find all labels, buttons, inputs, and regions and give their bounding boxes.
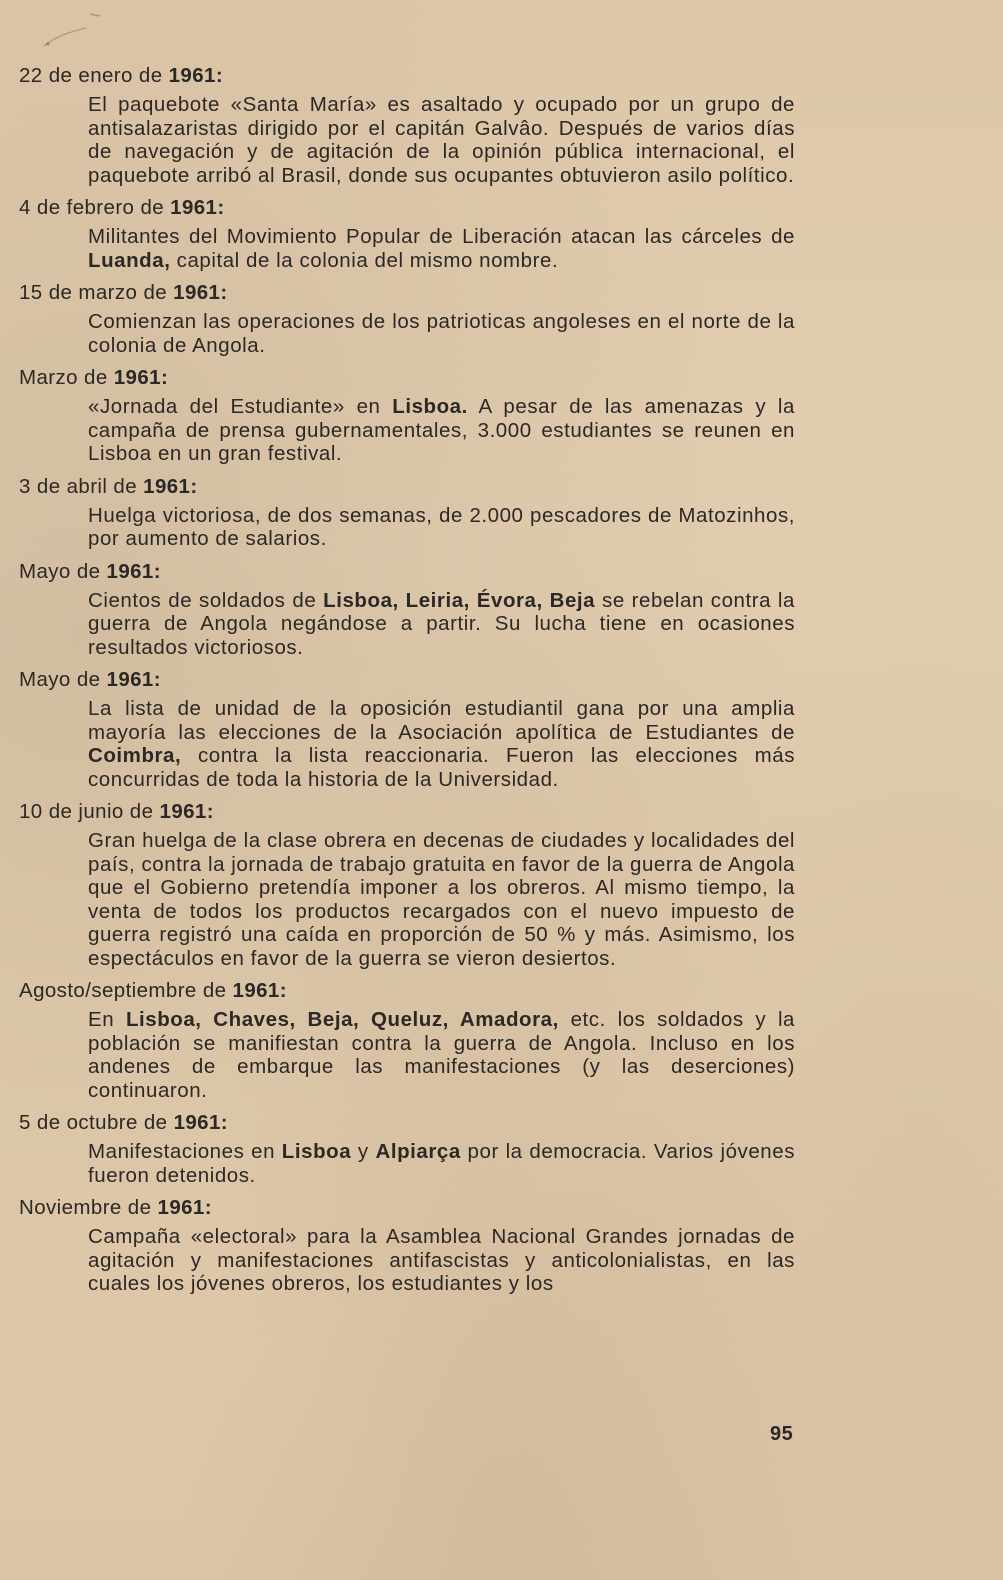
description-text: La lista de unidad de la oposición estudiantil gana por una amplia mayoría las elecciones de la Asociación apolítica de Estudiantes de <box>88 697 795 744</box>
entry-year: 1961 <box>168 64 216 87</box>
description-text: A pesar de las amenazas y la campaña de prensa gubernamentales, 3.000 estudiantes se reunen en Lisboa en un gran festival. <box>88 395 795 465</box>
chronology-entry <box>19 475 799 551</box>
chronology-entry <box>19 560 799 660</box>
place-name-bold: Lisboa. <box>392 395 468 418</box>
entry-description <box>88 225 795 272</box>
place-name-bold: Luanda, <box>88 248 171 272</box>
entry-colon: : <box>190 474 198 498</box>
entry-year: 1961 <box>106 668 154 691</box>
place-name-bold: Coimbra, <box>88 744 182 767</box>
entry-date-prefix: 4 de febrero de <box>19 196 171 219</box>
description-text: Cientos de soldados de <box>88 588 324 612</box>
description-text: Manifestaciones en <box>88 1140 282 1163</box>
entry-date <box>19 979 799 1003</box>
entry-description <box>88 829 795 970</box>
chronology-list <box>19 64 799 1305</box>
place-name-bold: Lisboa, Leiria, Évora, Beja <box>323 588 596 612</box>
chronology-entry <box>19 1196 799 1296</box>
entry-year: 1961 <box>173 281 221 304</box>
entry-year: 1961 <box>159 800 207 823</box>
entry-colon: : <box>206 800 214 823</box>
description-text: etc. los soldados y la población se manifiestan contra la guerra de Angola. Incluso en los andenes de embarque las manifestaciones (y las deserciones) continuaron. <box>88 1008 796 1102</box>
chronology-entry <box>19 668 799 791</box>
entry-description <box>88 1008 795 1102</box>
entry-description <box>88 93 795 187</box>
entry-colon: : <box>215 64 224 87</box>
description-text: Gran huelga de la clase obrera en decenas de ciudades y localidades del país, contra la jornada de trabajo gratuita en favor de la guerra de Angola que el Gobierno pretendía imponer a los obreros. Al mismo tiempo, la venta de todos los productos recargados con el nuevo impuesto de guerra registró una caída en proporción de 50 % y más. Asimismo, los espectáculos en favor de la guerra se vieron desiertos. <box>88 829 795 970</box>
entry-date <box>19 281 799 305</box>
entry-colon: : <box>279 979 287 1002</box>
description-text: Huelga victoriosa, de dos semanas, de 2.000 pescadores de Matozinhos, por aumento de salarios. <box>88 503 795 550</box>
chronology-entry <box>19 196 799 272</box>
place-name-bold: Lisboa <box>281 1140 352 1163</box>
description-text: Militantes del Movimiento Popular de Liberación atacan las cárceles de <box>88 225 795 248</box>
entry-date <box>19 1111 799 1135</box>
entry-colon: : <box>153 668 161 691</box>
description-text: por la democracia. Varios jóvenes fueron detenidos. <box>88 1140 795 1187</box>
entry-description <box>88 504 795 551</box>
entry-date <box>19 560 799 584</box>
entry-description <box>88 589 795 660</box>
entry-date-prefix: Agosto/septiembre de <box>19 979 233 1002</box>
entry-year: 1961 <box>157 1196 205 1219</box>
entry-description <box>88 697 795 791</box>
entry-date-prefix: Mayo de <box>19 668 107 691</box>
entry-description <box>88 1140 795 1187</box>
chronology-entry <box>19 979 799 1102</box>
description-text: y <box>351 1140 376 1163</box>
entry-colon: : <box>160 366 169 389</box>
entry-description <box>88 310 795 357</box>
entry-date <box>19 366 799 390</box>
entry-year: 1961 <box>113 366 161 389</box>
chronology-entry <box>19 800 799 970</box>
entry-colon: : <box>220 281 228 304</box>
ink-smudge-mark <box>30 6 140 50</box>
entry-date-prefix: 3 de abril de <box>19 474 144 498</box>
entry-colon: : <box>217 196 225 219</box>
chronology-entry <box>19 64 799 187</box>
entry-year: 1961 <box>232 979 280 1002</box>
entry-date <box>19 668 799 692</box>
place-name-bold: Lisboa, Chaves, Beja, Queluz, Amadora, <box>125 1008 559 1031</box>
entry-colon: : <box>204 1196 212 1219</box>
entry-date <box>19 196 799 220</box>
entry-colon: : <box>220 1111 229 1134</box>
entry-year: 1961 <box>106 559 154 583</box>
entry-date-prefix: Noviembre de <box>19 1196 158 1219</box>
description-text: El paquebote «Santa María» es asaltado y ocupado por un grupo de antisalazaristas dirigido por el capitán Galvâo. Después de varios días de navegación y de agitación de la opinión pública internacional, el paquebote arribó al Brasil, donde sus ocupantes obtuvieron asilo político. <box>88 93 795 187</box>
entry-date <box>19 1196 799 1220</box>
entry-year: 1961 <box>173 1111 221 1134</box>
entry-description <box>88 395 795 466</box>
entry-date-prefix: Marzo de <box>19 366 114 389</box>
entry-date-prefix: 15 de marzo de <box>19 281 174 304</box>
chronology-entry <box>19 281 799 357</box>
description-text: «Jornada del Estudiante» en <box>88 395 393 418</box>
entry-year: 1961 <box>170 196 218 219</box>
description-text: se rebelan contra la guerra de Angola negándose a partir. Su lucha tiene en ocasiones resultados victoriosos. <box>88 588 795 659</box>
chronology-entry <box>19 1111 799 1187</box>
description-text: En <box>88 1008 126 1031</box>
description-text: Comienzan las operaciones de los patrioticas angoleses en el norte de la colonia de Angola. <box>88 310 795 357</box>
entry-date <box>19 475 799 499</box>
description-text: contra la lista reaccionaria. Fueron las elecciones más concurridas de toda la historia de la Universidad. <box>88 744 795 791</box>
entry-date <box>19 64 799 88</box>
entry-colon: : <box>153 559 161 583</box>
entry-date-prefix: 10 de junio de <box>19 800 160 823</box>
description-text: capital de la colonia del mismo nombre. <box>170 248 559 272</box>
page-number: 95 <box>770 1423 794 1445</box>
place-name-bold: Alpiarça <box>375 1140 461 1163</box>
chronology-entry <box>19 366 799 466</box>
entry-year: 1961 <box>143 474 191 498</box>
entry-date <box>19 800 799 824</box>
entry-date-prefix: 5 de octubre de <box>19 1111 174 1134</box>
entry-description <box>88 1225 795 1296</box>
entry-date-prefix: Mayo de <box>19 559 107 583</box>
entry-date-prefix: 22 de enero de <box>19 64 169 87</box>
description-text: Campaña «electoral» para la Asamblea Nacional Grandes jornadas de agitación y manifestaciones antifascistas y anticolonialistas, en las cuales los jóvenes obreros, los estudiantes y los <box>88 1225 795 1295</box>
